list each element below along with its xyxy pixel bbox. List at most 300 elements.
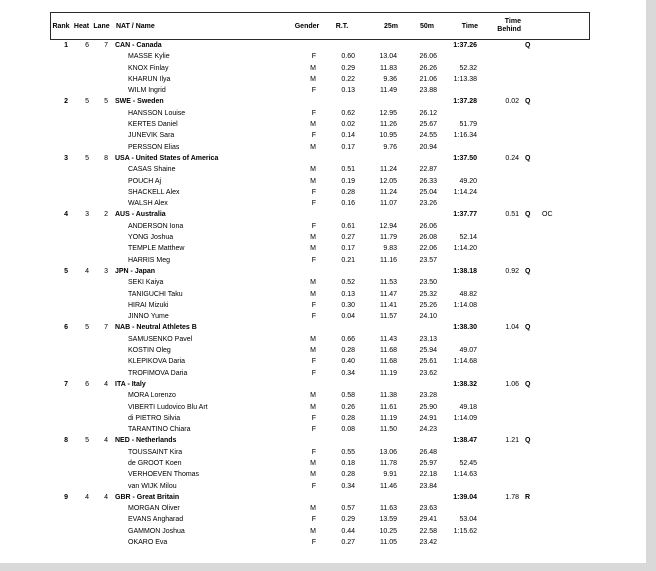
name-cell: KERTES Daniel bbox=[128, 121, 178, 129]
gender-cell bbox=[286, 209, 326, 220]
lane-cell bbox=[91, 108, 110, 119]
name-cell: KOSTIN Oleg bbox=[128, 347, 171, 355]
heat-cell bbox=[70, 458, 91, 469]
behind-cell bbox=[478, 232, 520, 243]
rank-cell bbox=[50, 255, 70, 266]
rt-cell: 0.55 bbox=[341, 448, 355, 456]
qual-cell: Q bbox=[525, 380, 531, 388]
time-cell: 1:15.62 bbox=[453, 527, 477, 535]
swimmer-row bbox=[50, 243, 590, 254]
behind-cell bbox=[478, 537, 520, 548]
m25-cell: 12.95 bbox=[379, 109, 397, 117]
team-row bbox=[50, 96, 590, 107]
behind-cell bbox=[478, 63, 520, 74]
heat-cell bbox=[70, 526, 91, 537]
rt-cell: 0.17 bbox=[341, 143, 355, 151]
rt-cell bbox=[326, 153, 356, 164]
time-cell: 1:37.28 bbox=[453, 98, 477, 106]
lane-cell: 4 bbox=[104, 493, 108, 501]
rt-cell: 0.13 bbox=[341, 290, 355, 298]
lane-cell bbox=[91, 526, 110, 537]
swimmer-row bbox=[50, 164, 590, 175]
heat-cell bbox=[70, 514, 91, 525]
qual-cell bbox=[520, 481, 538, 492]
m50-cell: 22.58 bbox=[419, 527, 437, 535]
heat-cell bbox=[70, 74, 91, 85]
time-cell: 1:37.77 bbox=[453, 211, 477, 219]
rt-cell: 0.27 bbox=[341, 234, 355, 242]
time-cell: 1:14.20 bbox=[453, 245, 477, 253]
time-cell bbox=[438, 51, 478, 62]
col-header-lane: Lane bbox=[93, 22, 110, 30]
time-cell: 53.04 bbox=[459, 516, 477, 524]
note-cell bbox=[538, 334, 588, 345]
m25-cell bbox=[356, 96, 398, 107]
gender-cell: F bbox=[311, 109, 316, 117]
m25-cell: 11.38 bbox=[380, 392, 397, 400]
heat-cell bbox=[70, 232, 91, 243]
heat-cell bbox=[70, 187, 91, 198]
gender-cell bbox=[286, 40, 326, 51]
name-cell: YONG Joshua bbox=[128, 234, 174, 242]
rt-cell: 0.19 bbox=[341, 177, 355, 185]
col-header-time: Time bbox=[461, 22, 478, 30]
gender-cell: F bbox=[311, 448, 316, 456]
m50-cell: 23.62 bbox=[419, 369, 437, 377]
rt-cell: 0.27 bbox=[341, 539, 355, 547]
qual-cell bbox=[520, 469, 538, 480]
time-cell: 1:37.50 bbox=[453, 154, 477, 162]
swimmer-row bbox=[50, 255, 590, 266]
behind-cell bbox=[478, 187, 520, 198]
swimmer-row bbox=[50, 300, 590, 311]
rank-cell bbox=[50, 221, 70, 232]
m50-cell: 23.28 bbox=[419, 392, 437, 400]
col-header-50m: 50m bbox=[419, 22, 434, 30]
rt-cell: 0.51 bbox=[341, 166, 355, 174]
rt-cell: 0.28 bbox=[341, 471, 355, 479]
name-cell: PERSSON Elias bbox=[128, 143, 180, 151]
time-cell: 51.79 bbox=[459, 121, 477, 129]
rt-cell: 0.16 bbox=[341, 200, 355, 208]
time-cell: 1:14.68 bbox=[453, 358, 477, 366]
qual-cell: Q bbox=[525, 98, 531, 106]
qual-cell bbox=[520, 390, 538, 401]
lane-cell bbox=[91, 255, 110, 266]
rank-cell bbox=[50, 458, 70, 469]
gender-cell: F bbox=[311, 539, 316, 547]
qual-cell bbox=[520, 176, 538, 187]
behind-cell bbox=[478, 119, 520, 130]
m50-cell: 23.88 bbox=[419, 87, 437, 95]
m50-cell: 26.48 bbox=[419, 448, 437, 456]
gender-cell: M bbox=[310, 527, 316, 535]
m25-cell: 11.24 bbox=[380, 188, 397, 196]
col-header-time-behind bbox=[479, 18, 521, 34]
heat-cell bbox=[70, 289, 91, 300]
behind-cell bbox=[478, 164, 520, 175]
gender-cell: M bbox=[310, 245, 316, 253]
gender-cell: F bbox=[311, 200, 316, 208]
name-cell: MORGAN Oliver bbox=[128, 505, 180, 513]
heat-cell bbox=[70, 255, 91, 266]
gender-cell: F bbox=[311, 87, 316, 95]
m50-cell: 22.87 bbox=[419, 166, 437, 174]
rank-cell bbox=[50, 481, 70, 492]
m25-cell bbox=[356, 153, 398, 164]
heat-cell bbox=[70, 390, 91, 401]
time-cell bbox=[438, 368, 478, 379]
name-cell: ANDERSON Iona bbox=[128, 222, 184, 230]
heat-cell: 5 bbox=[85, 98, 89, 106]
m50-cell bbox=[398, 40, 438, 51]
m50-cell: 21.06 bbox=[419, 75, 437, 83]
gender-cell: F bbox=[311, 414, 316, 422]
time-cell: 49.07 bbox=[459, 347, 477, 355]
qual-cell bbox=[520, 74, 538, 85]
rt-cell: 0.30 bbox=[341, 301, 355, 309]
name-cell: SAMUSENKO Pavel bbox=[128, 335, 193, 343]
name-cell: WALSH Alex bbox=[128, 200, 168, 208]
behind-cell: 0.51 bbox=[505, 211, 519, 219]
swimmer-row bbox=[50, 119, 590, 130]
rank-cell bbox=[50, 243, 70, 254]
heat-cell bbox=[70, 108, 91, 119]
m25-cell: 11.19 bbox=[380, 414, 397, 422]
heat-cell bbox=[70, 130, 91, 141]
rank-cell bbox=[50, 74, 70, 85]
rt-cell bbox=[326, 96, 356, 107]
note-cell bbox=[538, 526, 588, 537]
heat-cell bbox=[70, 503, 91, 514]
note-cell bbox=[538, 458, 588, 469]
swimmer-row bbox=[50, 447, 590, 458]
gender-cell: F bbox=[311, 313, 316, 321]
m50-cell: 26.06 bbox=[419, 222, 437, 230]
behind-cell bbox=[478, 108, 520, 119]
lane-cell bbox=[91, 424, 110, 435]
team-row bbox=[50, 435, 590, 446]
heat-cell bbox=[70, 51, 91, 62]
name-cell: SWE - Sweden bbox=[115, 98, 164, 106]
behind-cell bbox=[478, 469, 520, 480]
note-cell bbox=[538, 119, 588, 130]
qual-cell bbox=[520, 289, 538, 300]
lane-cell bbox=[91, 311, 110, 322]
note-cell bbox=[538, 447, 588, 458]
lane-cell bbox=[91, 537, 110, 548]
name-cell: OKARO Eva bbox=[128, 539, 168, 547]
time-cell: 1:14.63 bbox=[453, 471, 477, 479]
note-cell bbox=[538, 51, 588, 62]
behind-cell bbox=[478, 402, 520, 413]
lane-cell bbox=[91, 277, 110, 288]
col-header-heat: Heat bbox=[73, 22, 90, 30]
name-cell: van WIJK Milou bbox=[128, 482, 177, 490]
gender-cell bbox=[286, 435, 326, 446]
gender-cell: M bbox=[310, 505, 316, 513]
behind-cell bbox=[478, 311, 520, 322]
swimmer-row bbox=[50, 63, 590, 74]
gender-cell: F bbox=[311, 358, 316, 366]
rt-cell: 0.22 bbox=[341, 75, 355, 83]
m50-cell bbox=[398, 96, 438, 107]
m25-cell: 11.07 bbox=[380, 200, 397, 208]
rt-cell bbox=[326, 492, 356, 503]
note-cell bbox=[538, 435, 588, 446]
note-cell bbox=[538, 356, 588, 367]
note-cell bbox=[538, 40, 588, 51]
lane-cell bbox=[91, 481, 110, 492]
rank-cell: 5 bbox=[64, 267, 68, 275]
col-header-time-behind-line2: Behind bbox=[497, 26, 521, 33]
behind-cell: 1.04 bbox=[505, 324, 519, 332]
swimmer-row bbox=[50, 481, 590, 492]
m25-cell: 11.63 bbox=[380, 505, 397, 513]
qual-cell bbox=[520, 368, 538, 379]
lane-cell bbox=[91, 356, 110, 367]
rank-cell bbox=[50, 130, 70, 141]
lane-cell: 8 bbox=[104, 154, 108, 162]
qual-cell bbox=[520, 51, 538, 62]
swimmer-row bbox=[50, 311, 590, 322]
qual-cell bbox=[520, 526, 538, 537]
heat-cell bbox=[70, 63, 91, 74]
gender-cell: F bbox=[311, 369, 316, 377]
gender-cell: F bbox=[311, 132, 316, 140]
qual-cell: Q bbox=[525, 324, 531, 332]
behind-cell bbox=[478, 481, 520, 492]
gender-cell: M bbox=[310, 64, 316, 72]
rank-cell bbox=[50, 300, 70, 311]
m25-cell bbox=[356, 492, 398, 503]
rt-cell: 0.17 bbox=[341, 245, 355, 253]
name-cell: TROFIMOVA Daria bbox=[128, 369, 188, 377]
rt-cell bbox=[326, 435, 356, 446]
time-cell: 1:38.30 bbox=[453, 324, 477, 332]
name-cell: TEMPLE Matthew bbox=[128, 245, 185, 253]
note-cell bbox=[538, 130, 588, 141]
note-cell bbox=[538, 390, 588, 401]
time-cell bbox=[438, 311, 478, 322]
qual-cell bbox=[520, 243, 538, 254]
m25-cell: 13.59 bbox=[379, 516, 397, 524]
lane-cell bbox=[91, 176, 110, 187]
note-cell bbox=[538, 96, 588, 107]
note-cell bbox=[538, 481, 588, 492]
qual-cell bbox=[520, 164, 538, 175]
team-row bbox=[50, 266, 590, 277]
heat-cell: 6 bbox=[85, 380, 89, 388]
rt-cell: 0.58 bbox=[341, 392, 355, 400]
name-cell: HARRIS Meg bbox=[128, 256, 171, 264]
heat-cell bbox=[70, 402, 91, 413]
name-cell: VERHOEVEN Thomas bbox=[128, 471, 200, 479]
rt-cell bbox=[326, 322, 356, 333]
time-cell: 1:38.47 bbox=[453, 437, 477, 445]
qual-cell bbox=[520, 277, 538, 288]
behind-cell bbox=[478, 130, 520, 141]
col-header-rt: R.T. bbox=[335, 22, 349, 30]
time-cell: 1:14.24 bbox=[453, 188, 477, 196]
name-cell: HIRAI Mizuki bbox=[128, 301, 169, 309]
qual-cell: Q bbox=[525, 211, 531, 219]
rank-cell bbox=[50, 368, 70, 379]
name-cell: VIBERTI Ludovico Blu Art bbox=[128, 403, 208, 411]
swimmer-row bbox=[50, 232, 590, 243]
rt-cell: 0.61 bbox=[341, 222, 355, 230]
heat-cell bbox=[70, 447, 91, 458]
behind-cell bbox=[478, 447, 520, 458]
rank-cell bbox=[50, 277, 70, 288]
lane-cell: 7 bbox=[104, 42, 108, 49]
m25-cell bbox=[356, 266, 398, 277]
lane-cell bbox=[91, 289, 110, 300]
m50-cell: 24.10 bbox=[419, 313, 437, 321]
lane-cell: 5 bbox=[104, 98, 108, 106]
lane-cell bbox=[91, 74, 110, 85]
rank-cell bbox=[50, 503, 70, 514]
lane-cell bbox=[91, 447, 110, 458]
gender-cell bbox=[286, 322, 326, 333]
swimmer-row bbox=[50, 526, 590, 537]
swimmer-row bbox=[50, 176, 590, 187]
note-cell bbox=[538, 187, 588, 198]
time-cell: 1:37.26 bbox=[453, 42, 477, 49]
name-cell: KHARUN Ilya bbox=[128, 75, 171, 83]
behind-cell bbox=[478, 514, 520, 525]
gender-cell bbox=[286, 153, 326, 164]
rt-cell: 0.57 bbox=[341, 505, 355, 513]
gender-cell bbox=[286, 266, 326, 277]
lane-cell bbox=[91, 514, 110, 525]
gender-cell: M bbox=[310, 279, 316, 287]
note-cell bbox=[538, 85, 588, 96]
time-cell bbox=[438, 503, 478, 514]
table-header-row bbox=[51, 13, 589, 39]
gender-cell: M bbox=[310, 459, 316, 467]
rank-cell bbox=[50, 51, 70, 62]
swimmer-row bbox=[50, 413, 590, 424]
team-row bbox=[50, 492, 590, 503]
behind-cell bbox=[478, 503, 520, 514]
note-cell bbox=[538, 255, 588, 266]
time-cell: 1:14.08 bbox=[453, 301, 477, 309]
m50-cell: 26.12 bbox=[419, 109, 437, 117]
note-cell bbox=[538, 492, 588, 503]
time-cell: 1:13.38 bbox=[453, 75, 477, 83]
rank-cell bbox=[50, 356, 70, 367]
behind-cell bbox=[478, 368, 520, 379]
lane-cell bbox=[91, 187, 110, 198]
m25-cell: 11.43 bbox=[380, 335, 397, 343]
behind-cell: 1.21 bbox=[505, 437, 519, 445]
m25-cell: 11.49 bbox=[380, 87, 397, 95]
team-row bbox=[50, 322, 590, 333]
time-cell: 52.32 bbox=[459, 64, 477, 72]
time-cell bbox=[438, 537, 478, 548]
time-cell: 1:39.04 bbox=[453, 493, 477, 501]
qual-cell: Q bbox=[525, 437, 531, 445]
gender-cell: F bbox=[311, 188, 316, 196]
swimmer-row bbox=[50, 368, 590, 379]
m50-cell: 23.63 bbox=[419, 505, 437, 513]
m50-cell: 20.94 bbox=[419, 143, 437, 151]
note-cell bbox=[538, 413, 588, 424]
behind-cell bbox=[478, 74, 520, 85]
qual-cell bbox=[520, 458, 538, 469]
m50-cell: 24.91 bbox=[419, 414, 437, 422]
m50-cell: 25.67 bbox=[419, 121, 437, 129]
behind-cell bbox=[478, 176, 520, 187]
m50-cell bbox=[398, 153, 438, 164]
note-cell bbox=[538, 198, 588, 209]
rt-cell: 0.40 bbox=[341, 358, 355, 366]
lane-cell bbox=[91, 164, 110, 175]
qual-cell: Q bbox=[525, 154, 531, 162]
name-cell: EVANS Angharad bbox=[128, 516, 184, 524]
behind-cell bbox=[478, 289, 520, 300]
qual-cell bbox=[520, 85, 538, 96]
name-cell: JINNO Yume bbox=[128, 313, 169, 321]
behind-cell bbox=[478, 390, 520, 401]
swimmer-row bbox=[50, 289, 590, 300]
heat-cell bbox=[70, 481, 91, 492]
name-cell: TARANTINO Chiara bbox=[128, 426, 191, 434]
name-cell: TOUSSAINT Kira bbox=[128, 448, 183, 456]
swimmer-row bbox=[50, 85, 590, 96]
time-cell: 49.20 bbox=[459, 177, 477, 185]
rt-cell: 0.44 bbox=[341, 527, 355, 535]
swimmer-row bbox=[50, 503, 590, 514]
m50-cell: 23.26 bbox=[419, 200, 437, 208]
rank-cell bbox=[50, 469, 70, 480]
rt-cell: 0.28 bbox=[341, 188, 355, 196]
note-cell bbox=[538, 402, 588, 413]
lane-cell bbox=[91, 51, 110, 62]
name-cell: SEKI Kaiya bbox=[128, 279, 164, 287]
name-cell: ITA - Italy bbox=[115, 380, 146, 388]
heat-cell bbox=[70, 469, 91, 480]
swimmer-row bbox=[50, 458, 590, 469]
heat-cell: 5 bbox=[85, 437, 89, 445]
heat-cell: 5 bbox=[85, 324, 89, 332]
m25-cell bbox=[356, 40, 398, 51]
heat-cell bbox=[70, 119, 91, 130]
note-cell bbox=[538, 243, 588, 254]
behind-cell bbox=[478, 300, 520, 311]
swimmer-row bbox=[50, 390, 590, 401]
heat-cell bbox=[70, 243, 91, 254]
m50-cell bbox=[398, 492, 438, 503]
name-cell: JUNEVIK Sara bbox=[128, 132, 175, 140]
rt-cell: 0.34 bbox=[341, 369, 355, 377]
heat-cell bbox=[70, 424, 91, 435]
rank-cell bbox=[50, 413, 70, 424]
note-cell bbox=[538, 322, 588, 333]
behind-cell bbox=[478, 255, 520, 266]
heat-cell bbox=[70, 368, 91, 379]
m50-cell: 26.33 bbox=[419, 177, 437, 185]
m50-cell bbox=[398, 435, 438, 446]
col-header-time-behind-line1: Time bbox=[504, 18, 521, 25]
m25-cell: 11.47 bbox=[380, 290, 397, 298]
heat-cell: 5 bbox=[85, 154, 89, 162]
rank-cell bbox=[50, 311, 70, 322]
rank-cell bbox=[50, 85, 70, 96]
qual-cell bbox=[520, 447, 538, 458]
m50-cell: 22.18 bbox=[419, 471, 437, 479]
